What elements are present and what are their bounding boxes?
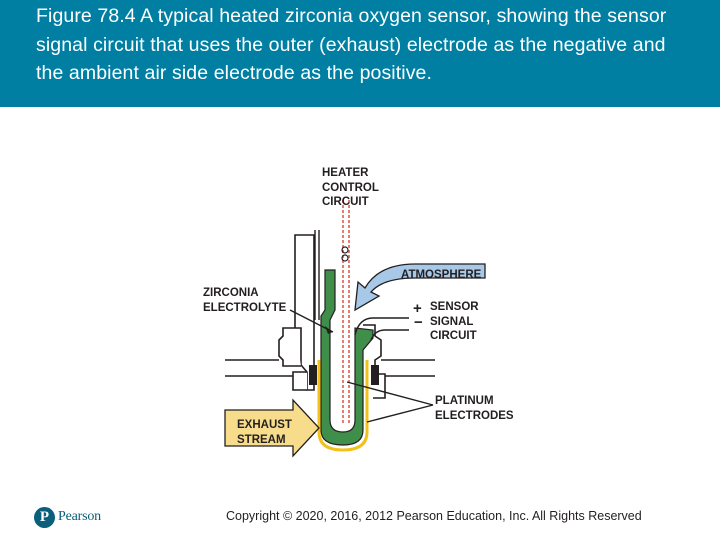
title-bar — [0, 0, 720, 107]
oxygen-sensor-diagram — [195, 160, 514, 460]
sensor-label-line1: SENSOR — [430, 301, 479, 313]
heater-label-line1: HEATER — [322, 167, 369, 179]
heater-label-line3: CIRCUIT — [322, 196, 369, 208]
zirconia-electrolyte-label — [203, 286, 286, 315]
platinum-electrodes-label — [435, 394, 514, 423]
left-shell — [293, 372, 307, 390]
platinum-label-line1: PLATINUM — [435, 395, 494, 407]
atmosphere-label: ATMOSPHERE — [401, 269, 482, 281]
platinum-label-line2: ELECTRODES — [435, 409, 514, 422]
exhaust-label-line2: STREAM — [237, 433, 286, 446]
exhaust-label-line1: EXHAUST — [237, 419, 292, 431]
heater-control-label — [322, 166, 379, 210]
pearson-logo-text: Pearson — [58, 509, 101, 524]
slide-title: Figure 78.4 A typical heated zirconia oxygen sensor, showing the sensor signal circuit that uses the outer (exhaust) electrode as the negative and the ambient air side electrode as the positive. — [36, 5, 667, 84]
zirconia-label-line2: ELECTROLYTE — [203, 301, 287, 314]
left-mount-flange — [279, 328, 301, 366]
sensor-label-line2: SIGNAL — [430, 315, 474, 328]
pearson-logo-mark: P — [34, 507, 55, 528]
positive-sign: + — [413, 300, 422, 317]
zirconia-label-line1: ZIRCONIA — [203, 287, 259, 299]
sensor-label-line3: CIRCUIT — [430, 330, 477, 342]
left-gasket — [309, 365, 317, 385]
exhaust-stream-label — [237, 418, 292, 447]
copyright-notice: Copyright © 2020, 2016, 2012 Pearson Education, Inc. All Rights Reserved — [226, 509, 642, 523]
right-gasket — [371, 365, 379, 385]
heater-label-line2: CONTROL — [322, 181, 379, 194]
negative-sign: − — [414, 314, 423, 331]
sensor-signal-circuit-label — [430, 300, 479, 344]
pearson-logo — [34, 505, 112, 529]
